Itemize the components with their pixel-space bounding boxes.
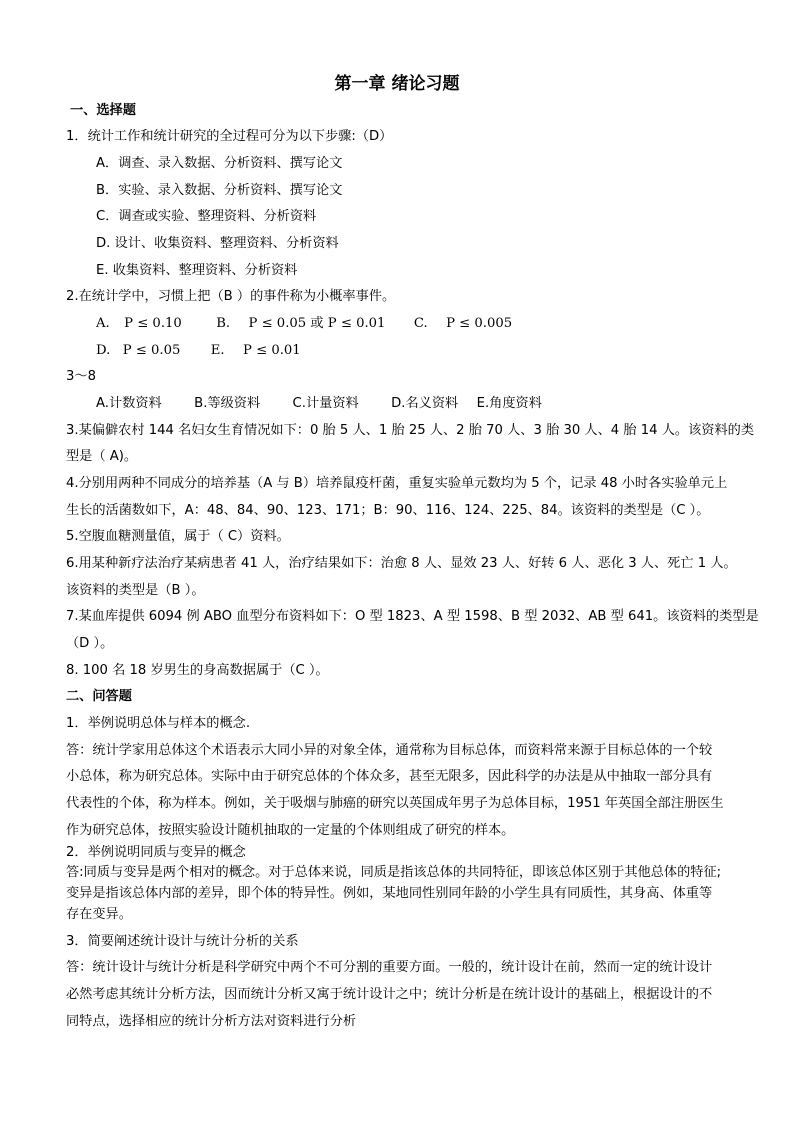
question-2-option-d-value: P ≤ 0.05 <box>122 343 181 358</box>
shared-option-d: D.名义资料 <box>391 396 459 411</box>
question-4-line-1: 4.分别用两种不同成分的培养基（A 与 B）培养鼠疫杆菌，重复实验单元数均为 5 个，记录 48 小时各实验单元上 <box>66 476 728 491</box>
qa-1-answer-line-4: 作为研究总体，按照实验设计随机抽取的一定量的个体则组成了研究的样本。 <box>66 823 515 838</box>
question-3-line-2: 型是（ A)。 <box>66 449 138 464</box>
question-2-option-e-value: P ≤ 0.01 <box>243 343 301 358</box>
qa-1-answer-line-2: 小总体，称为研究总体。实际中由于研究总体的个体众多，甚至无限多，因此科学的办法是从中抽取一部分具有 <box>66 769 713 784</box>
qa-3-question: 3．简要阐述统计设计与统计分析的关系 <box>66 934 299 949</box>
question-5: 5.空腹血糖测量值，属于（ C）资料。 <box>66 529 290 544</box>
qa-1-answer-line-3: 代表性的个体，称为样本。例如，关于吸烟与肺癌的研究以英国成年男子为总体目标，1951 年英国全部注册医生 <box>66 796 724 811</box>
section-heading-qa: 二、问答题 <box>66 689 132 704</box>
question-1-stem: 1．统计工作和统计研究的全过程可分为以下步骤:（D） <box>66 129 393 144</box>
qa-3-answer-line-3: 同特点，选择相应的统计分析方法对资料进行分析 <box>66 1014 357 1029</box>
range-label: 3～8 <box>66 369 96 384</box>
question-2-option-c-label: C. <box>413 316 428 331</box>
qa-2-question: 2．举例说明同质与变异的概念 <box>66 845 246 860</box>
question-2-option-b-label: B. <box>216 316 231 331</box>
question-2-option-e-label: E. <box>210 343 225 358</box>
qa-1-question: 1．举例说明总体与样本的概念. <box>66 716 251 731</box>
question-1-option-e: E. 收集资料、整理资料、分析资料 <box>96 263 298 278</box>
question-6-line-2: 该资料的类型是（B ）。 <box>66 583 205 598</box>
shared-option-b: B.等级资料 <box>194 396 261 411</box>
qa-2-answer-line-1: 答:同质与变异是两个相对的概念。对于总体来说，同质是指该总体的共同特征，即该总体区别于其他总体的特征; <box>66 865 722 880</box>
question-7-line-1: 7.某血库提供 6094 例 ABO 血型分布资料如下：O 型 1823、A 型 1598、B 型 2032、AB 型 641。该资料的类型是 <box>66 609 759 624</box>
question-2-option-d-label: D. <box>96 343 111 358</box>
shared-option-e: E.角度资料 <box>476 396 542 411</box>
question-2-option-a-value: P ≤ 0.10 <box>124 316 182 331</box>
question-2-option-b-value-1: P ≤ 0.05 <box>248 316 307 331</box>
question-4-line-2: 生长的活菌数如下，A：48、84、90、123、171；B：90、116、124、225、84。该资料的类型是（C ）。 <box>66 503 710 518</box>
chapter-title: 第一章 绪论习题 <box>334 74 460 94</box>
shared-option-a: A.计数资料 <box>96 396 162 411</box>
question-2-stem: 2.在统计学中，习惯上把（B ）的事件称为小概率事件。 <box>66 289 396 304</box>
shared-options-row <box>96 395 542 413</box>
question-8: 8. 100 名 18 岁男生的身高数据属于（C ）。 <box>66 663 329 678</box>
question-3-line-1: 3.某偏僻农村 144 名妇女生育情况如下：0 胎 5 人、1 胎 25 人、2 胎 70 人、3 胎 30 人、4 胎 14 人。该资料的类 <box>66 423 755 438</box>
question-2-option-c-value: P ≤ 0.005 <box>446 316 513 331</box>
qa-3-answer-line-2: 必然考虑其统计分析方法，因而统计分析又寓于统计设计之中；统计分析是在统计设计的基础上，根据设计的不 <box>66 987 713 1002</box>
question-1-option-c: C．调查或实验、整理资料、分析资料 <box>96 209 317 224</box>
question-2-option-a-label: A. <box>96 316 110 331</box>
question-6-line-1: 6.用某种新疗法治疗某病患者 41 人，治疗结果如下：治愈 8 人、显效 23 人、好转 6 人、恶化 3 人、死亡 1 人。 <box>66 556 737 571</box>
question-1-option-b: B．实验、录入数据、分析资料、撰写论文 <box>96 183 343 198</box>
question-1-option-d: D. 设计、收集资料、整理资料、分析资料 <box>96 236 339 251</box>
question-7-line-2: （D ）。 <box>66 636 114 651</box>
question-2-option-b-value-2: P ≤ 0.01 <box>327 316 386 331</box>
shared-option-c: C.计量资料 <box>292 396 359 411</box>
qa-3-answer-line-1: 答：统计设计与统计分析是科学研究中两个不可分割的重要方面。一般的，统计设计在前，然而一定的统计设计 <box>66 960 713 975</box>
question-2-options-row-1 <box>96 315 512 333</box>
question-2-option-b-or: 或 <box>310 316 324 331</box>
question-2-options-row-2 <box>96 342 301 360</box>
qa-2-answer-line-3: 存在变异。 <box>66 907 132 922</box>
qa-1-answer-line-1: 答：统计学家用总体这个术语表示大同小异的对象全体，通常称为目标总体，而资料常来源于目标总体的一个较 <box>66 743 713 758</box>
question-1-option-a: A．调查、录入数据、分析资料、撰写论文 <box>96 156 343 171</box>
section-heading-choice: 一、选择题 <box>70 103 136 118</box>
qa-2-answer-line-2: 变异是指该总体内部的差异，即个体的特异性。例如，某地同性别同年龄的小学生具有同质性，其身高、体重等 <box>66 886 713 901</box>
